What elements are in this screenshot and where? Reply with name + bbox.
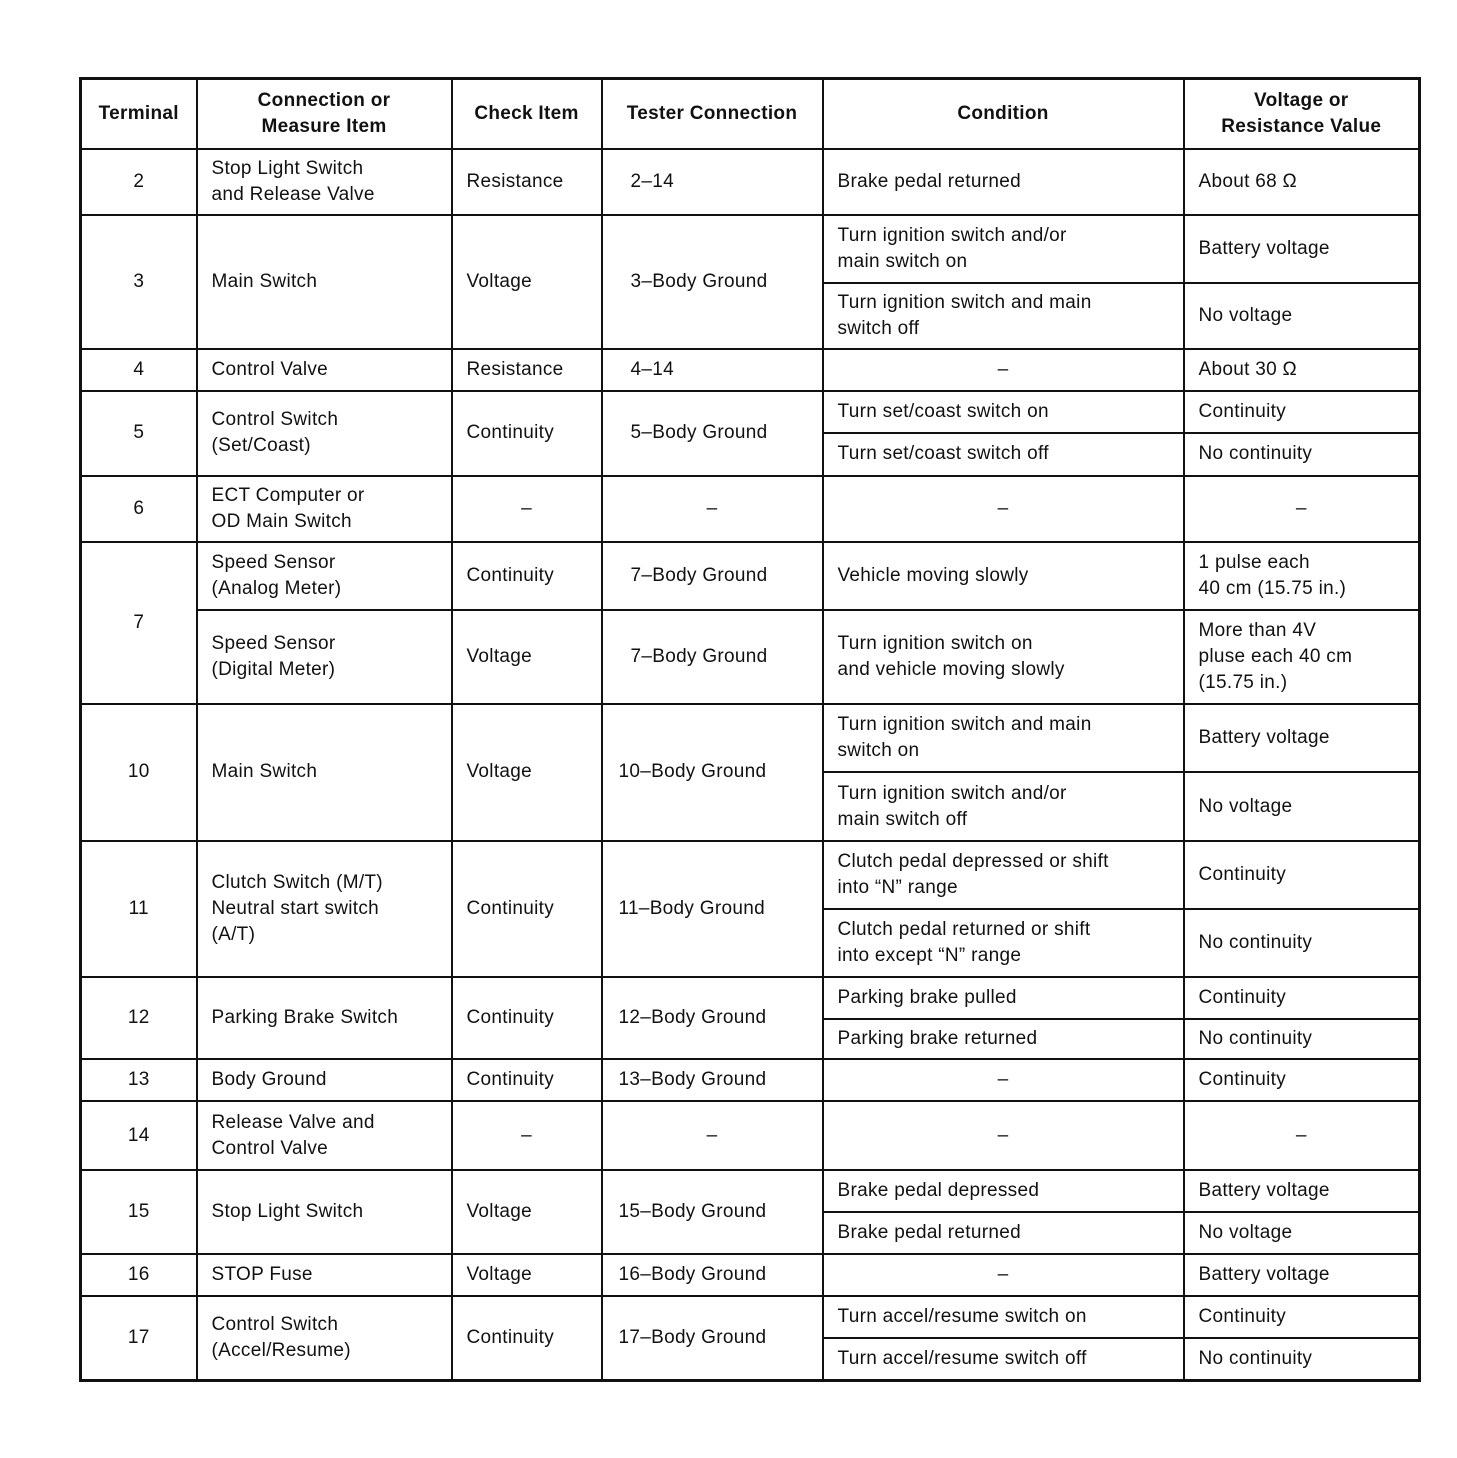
value-cell: No continuity — [1184, 1338, 1420, 1380]
table-row — [81, 149, 1420, 215]
value-cell: About 68 Ω — [1184, 149, 1420, 215]
tester-cell: 10–Body Ground — [602, 704, 823, 840]
tester-cell: – — [602, 476, 823, 542]
item-cell: Speed Sensor (Digital Meter) — [197, 610, 452, 704]
condition-cell: Clutch pedal returned or shift into except “N” range — [823, 909, 1184, 977]
tester-cell: 5–Body Ground — [602, 391, 823, 475]
terminal-cell: 12 — [81, 977, 197, 1059]
header-terminal: Terminal — [81, 79, 197, 149]
item-cell: Parking Brake Switch — [197, 977, 452, 1059]
terminal-cell: 7 — [81, 542, 197, 705]
table-row — [81, 476, 1420, 542]
check-cell: Voltage — [452, 610, 602, 704]
condition-cell: Turn ignition switch and/or main switch off — [823, 772, 1184, 840]
tester-cell: 15–Body Ground — [602, 1170, 823, 1254]
check-cell: Voltage — [452, 1170, 602, 1254]
value-cell: Continuity — [1184, 1059, 1420, 1101]
check-cell: Continuity — [452, 1296, 602, 1380]
item-cell: Control Switch (Accel/Resume) — [197, 1296, 452, 1380]
value-cell: Battery voltage — [1184, 1254, 1420, 1296]
check-cell: Continuity — [452, 1059, 602, 1101]
tester-cell: 11–Body Ground — [602, 841, 823, 977]
table-row — [81, 704, 1420, 772]
item-cell: Speed Sensor (Analog Meter) — [197, 542, 452, 610]
item-cell: Clutch Switch (M/T) Neutral start switch (A/T) — [197, 841, 452, 977]
condition-cell: Turn ignition switch and main switch on — [823, 704, 1184, 772]
tester-cell: 3–Body Ground — [602, 215, 823, 349]
value-cell: No voltage — [1184, 772, 1420, 840]
tester-cell: 12–Body Ground — [602, 977, 823, 1059]
item-cell: Main Switch — [197, 704, 452, 840]
terminal-cell: 13 — [81, 1059, 197, 1101]
table-row — [81, 977, 1420, 1019]
value-cell: Continuity — [1184, 841, 1420, 909]
value-cell: No continuity — [1184, 1019, 1420, 1059]
item-cell: Body Ground — [197, 1059, 452, 1101]
value-cell: Battery voltage — [1184, 215, 1420, 283]
tester-cell: 16–Body Ground — [602, 1254, 823, 1296]
condition-cell: Turn accel/resume switch on — [823, 1296, 1184, 1338]
value-cell: No voltage — [1184, 1212, 1420, 1254]
check-cell: – — [452, 476, 602, 542]
table-row — [81, 215, 1420, 283]
value-cell: About 30 Ω — [1184, 349, 1420, 391]
condition-cell: Turn set/coast switch off — [823, 433, 1184, 475]
table-row — [81, 1059, 1420, 1101]
terminal-cell: 15 — [81, 1170, 197, 1254]
condition-cell: Turn ignition switch and/or main switch on — [823, 215, 1184, 283]
table-row — [81, 391, 1420, 433]
condition-cell: – — [823, 476, 1184, 542]
table-row — [81, 1101, 1420, 1169]
header-row — [81, 79, 1420, 149]
terminal-cell: 17 — [81, 1296, 197, 1380]
tester-cell: 7–Body Ground — [602, 610, 823, 704]
tester-cell: 7–Body Ground — [602, 542, 823, 610]
check-cell: Continuity — [452, 391, 602, 475]
table-subrow — [81, 610, 1420, 704]
condition-cell: Parking brake pulled — [823, 977, 1184, 1019]
check-cell: Voltage — [452, 704, 602, 840]
terminal-cell: 6 — [81, 476, 197, 542]
check-cell: Continuity — [452, 841, 602, 977]
item-cell: Control Valve — [197, 349, 452, 391]
tester-cell: 4–14 — [602, 349, 823, 391]
condition-cell: Brake pedal returned — [823, 149, 1184, 215]
value-cell: No continuity — [1184, 433, 1420, 475]
check-cell: Voltage — [452, 215, 602, 349]
header-condition: Condition — [823, 79, 1184, 149]
condition-cell: – — [823, 1059, 1184, 1101]
item-cell: STOP Fuse — [197, 1254, 452, 1296]
header-connection: Connection or Measure Item — [197, 79, 452, 149]
item-cell: ECT Computer or OD Main Switch — [197, 476, 452, 542]
item-cell: Stop Light Switch — [197, 1170, 452, 1254]
terminal-cell: 16 — [81, 1254, 197, 1296]
value-cell: No continuity — [1184, 909, 1420, 977]
check-cell: Voltage — [452, 1254, 602, 1296]
item-cell: Stop Light Switch and Release Valve — [197, 149, 452, 215]
header-tester-connection: Tester Connection — [602, 79, 823, 149]
header-check-item: Check Item — [452, 79, 602, 149]
condition-cell: Turn ignition switch and main switch off — [823, 283, 1184, 349]
terminal-check-table — [79, 77, 1421, 1382]
value-cell: Battery voltage — [1184, 704, 1420, 772]
terminal-cell: 11 — [81, 841, 197, 977]
value-cell: More than 4V pluse each 40 cm (15.75 in.) — [1184, 610, 1420, 704]
check-cell: Resistance — [452, 149, 602, 215]
tester-cell: 2–14 — [602, 149, 823, 215]
condition-cell: – — [823, 349, 1184, 391]
table-row — [81, 1254, 1420, 1296]
terminal-cell: 10 — [81, 704, 197, 840]
header-value: Voltage or Resistance Value — [1184, 79, 1420, 149]
check-cell: Continuity — [452, 977, 602, 1059]
condition-cell: Vehicle moving slowly — [823, 542, 1184, 610]
terminal-cell: 4 — [81, 349, 197, 391]
condition-cell: – — [823, 1101, 1184, 1169]
value-cell: – — [1184, 1101, 1420, 1169]
table-row — [81, 1170, 1420, 1212]
value-cell: Continuity — [1184, 391, 1420, 433]
item-cell: Main Switch — [197, 215, 452, 349]
item-cell: Release Valve and Control Valve — [197, 1101, 452, 1169]
value-cell: Battery voltage — [1184, 1170, 1420, 1212]
condition-cell: Brake pedal returned — [823, 1212, 1184, 1254]
value-cell: Continuity — [1184, 1296, 1420, 1338]
condition-cell: Brake pedal depressed — [823, 1170, 1184, 1212]
tester-cell: 17–Body Ground — [602, 1296, 823, 1380]
item-cell: Control Switch (Set/Coast) — [197, 391, 452, 475]
value-cell: – — [1184, 476, 1420, 542]
table-row — [81, 841, 1420, 909]
terminal-cell: 2 — [81, 149, 197, 215]
table-row — [81, 1296, 1420, 1338]
terminal-cell: 3 — [81, 215, 197, 349]
condition-cell: Turn accel/resume switch off — [823, 1338, 1184, 1380]
value-cell: Continuity — [1184, 977, 1420, 1019]
check-cell: Resistance — [452, 349, 602, 391]
value-cell: No voltage — [1184, 283, 1420, 349]
table-row — [81, 542, 1420, 610]
tester-cell: – — [602, 1101, 823, 1169]
value-cell: 1 pulse each 40 cm (15.75 in.) — [1184, 542, 1420, 610]
table-row — [81, 349, 1420, 391]
check-cell: Continuity — [452, 542, 602, 610]
condition-cell: Turn ignition switch on and vehicle moving slowly — [823, 610, 1184, 704]
terminal-cell: 14 — [81, 1101, 197, 1169]
condition-cell: Parking brake returned — [823, 1019, 1184, 1059]
check-cell: – — [452, 1101, 602, 1169]
tester-cell: 13–Body Ground — [602, 1059, 823, 1101]
condition-cell: – — [823, 1254, 1184, 1296]
terminal-cell: 5 — [81, 391, 197, 475]
condition-cell: Turn set/coast switch on — [823, 391, 1184, 433]
condition-cell: Clutch pedal depressed or shift into “N” range — [823, 841, 1184, 909]
